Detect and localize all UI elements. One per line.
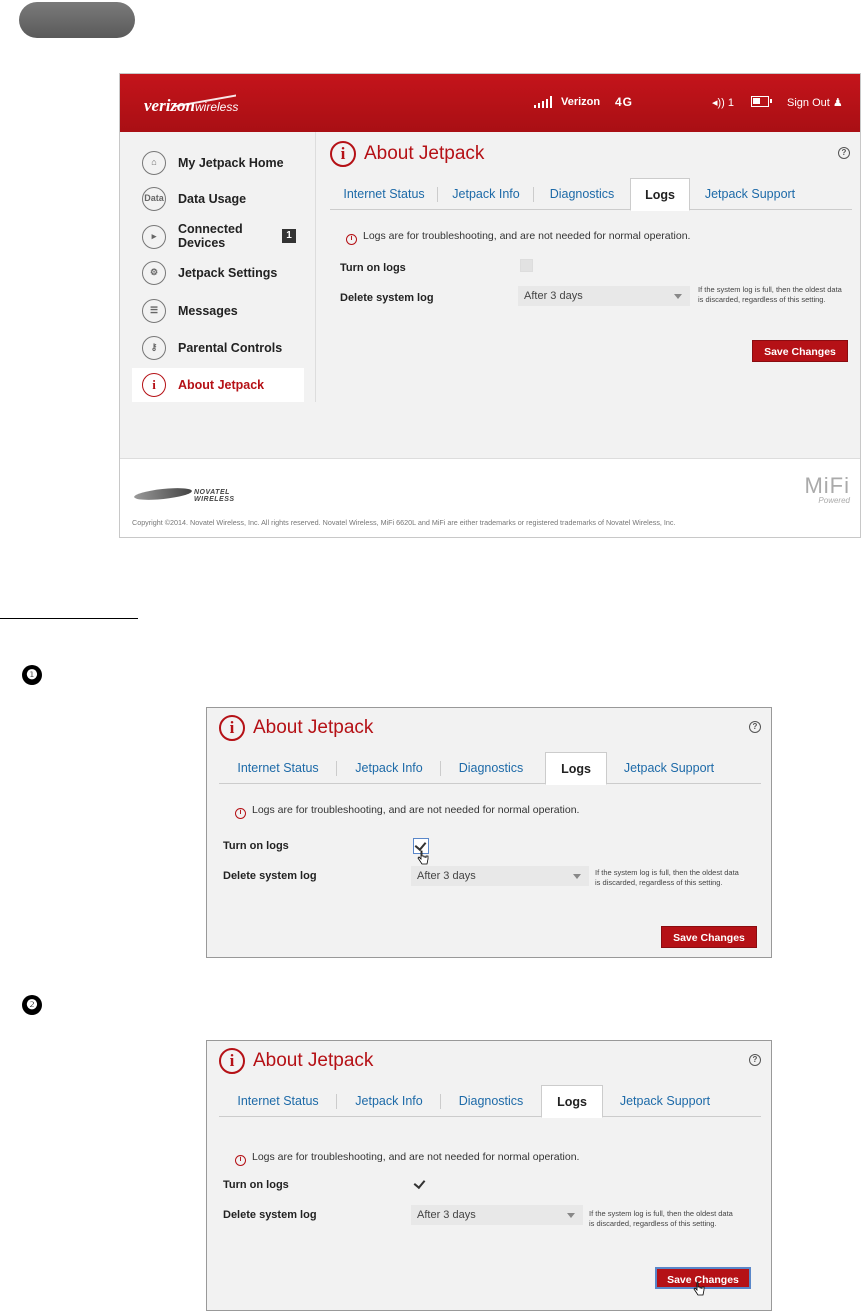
tab-internet-status[interactable]: Internet Status: [219, 1085, 337, 1117]
messages-icon: ☰: [142, 299, 166, 323]
tab-jetpack-info[interactable]: Jetpack Info: [438, 178, 534, 210]
save-changes-button[interactable]: Save Changes: [655, 1267, 751, 1289]
carrier-name: Verizon: [561, 96, 601, 108]
logs-note: i Logs are for troubleshooting, and are not needed for normal operation.: [346, 230, 690, 245]
logs-note: i Logs are for troubleshooting, and are not needed for normal operation.: [235, 1151, 579, 1166]
tab-bar: [330, 178, 852, 210]
help-icon[interactable]: ?: [838, 147, 850, 159]
info-icon: i: [142, 373, 166, 397]
step-2-panel: [206, 1040, 772, 1311]
section-pill: [19, 2, 135, 38]
battery-icon: [751, 96, 769, 107]
delete-log-label: Delete system log: [223, 1209, 317, 1221]
sidebar-item-settings[interactable]: ⚙ Jetpack Settings: [132, 256, 304, 290]
logs-note: i Logs are for troubleshooting, and are not needed for normal operation.: [235, 804, 579, 819]
tab-jetpack-support[interactable]: Jetpack Support: [623, 761, 715, 775]
tab-diagnostics[interactable]: Diagnostics: [458, 761, 524, 775]
sidebar: [120, 132, 316, 402]
info-icon: i: [235, 808, 246, 819]
info-icon: i: [330, 141, 356, 167]
verizon-logo: verizonwireless: [144, 96, 238, 116]
signal-icon: [534, 96, 556, 108]
sidebar-item-connected-devices[interactable]: ▸ Connected Devices 1: [132, 220, 304, 254]
network-type: 4G: [615, 95, 634, 109]
hand-cursor-icon: [693, 1281, 705, 1297]
tab-jetpack-support[interactable]: Jetpack Support: [704, 187, 796, 201]
turn-on-logs-checkbox[interactable]: [413, 1177, 426, 1190]
sidebar-item-parental-controls[interactable]: ⚷ Parental Controls: [132, 331, 304, 365]
info-icon: i: [219, 1048, 245, 1074]
jetpack-admin-screenshot: [119, 73, 861, 538]
turn-on-logs-checkbox[interactable]: [520, 259, 533, 272]
footer: [120, 458, 860, 538]
tab-diagnostics[interactable]: Diagnostics: [549, 187, 615, 201]
delete-log-help: If the system log is full, then the oldest data is discarded, regardless of this setting.: [698, 285, 842, 304]
tab-internet-status[interactable]: Internet Status: [330, 178, 438, 210]
delete-log-select[interactable]: After 3 days: [411, 866, 589, 886]
connected-devices-indicator[interactable]: ◂)) 1: [712, 97, 735, 109]
main-panel: [318, 134, 861, 454]
info-icon: i: [219, 715, 245, 741]
tab-diagnostics[interactable]: Diagnostics: [458, 1094, 524, 1108]
sidebar-item-messages[interactable]: ☰ Messages: [132, 294, 304, 328]
data-icon: Data: [142, 187, 166, 211]
delete-log-label: Delete system log: [340, 292, 434, 304]
sidebar-item-home[interactable]: ⌂ My Jetpack Home: [132, 146, 304, 180]
tab-jetpack-info[interactable]: Jetpack Info: [337, 752, 441, 784]
devices-count-badge: 1: [282, 229, 296, 243]
mifi-logo: MiFi Powered: [804, 473, 850, 505]
page-title: About Jetpack: [253, 717, 374, 738]
tab-logs[interactable]: Logs: [630, 178, 690, 211]
delete-log-select[interactable]: After 3 days: [518, 286, 690, 306]
help-icon[interactable]: ?: [749, 1054, 761, 1066]
novatel-logo: NOVATEL WIRELESS: [134, 486, 264, 502]
delete-log-help: If the system log is full, then the oldest data is discarded, regardless of this setting.: [595, 868, 739, 887]
header-bar: [120, 74, 860, 132]
delete-log-label: Delete system log: [223, 870, 317, 882]
section-rule: [0, 618, 138, 619]
sidebar-item-about[interactable]: i About Jetpack: [132, 368, 304, 402]
novatel-swoosh: [134, 486, 193, 502]
turn-on-logs-label: Turn on logs: [340, 262, 406, 274]
page-title: About Jetpack: [253, 1050, 374, 1071]
hand-cursor-icon: [417, 850, 429, 866]
user-icon: ♟: [832, 97, 843, 109]
tab-logs[interactable]: Logs: [545, 752, 607, 785]
sign-out-link[interactable]: Sign Out ♟: [787, 97, 843, 109]
info-icon: i: [235, 1155, 246, 1166]
step-1-marker: ❶: [22, 665, 42, 685]
tab-internet-status[interactable]: Internet Status: [219, 752, 337, 784]
copyright: Copyright ©2014. Novatel Wireless, Inc. All rights reserved. Novatel Wireless, MiFi 6620L and MiFi are either trademarks or registered trademarks of Novatel Wireless, Inc.: [132, 518, 676, 527]
page-title: About Jetpack: [364, 143, 485, 164]
help-icon[interactable]: ?: [749, 721, 761, 733]
parental-icon: ⚷: [142, 336, 166, 360]
info-icon: i: [346, 234, 357, 245]
tab-bar: [219, 1085, 761, 1117]
delete-log-help: If the system log is full, then the oldest data is discarded, regardless of this setting.: [589, 1209, 733, 1228]
tab-logs[interactable]: Logs: [541, 1085, 603, 1118]
turn-on-logs-label: Turn on logs: [223, 840, 289, 852]
gear-icon: ⚙: [142, 261, 166, 285]
sidebar-item-data-usage[interactable]: Data Data Usage: [132, 182, 304, 216]
step-1-panel: [206, 707, 772, 958]
step-2-marker: ❷: [22, 995, 42, 1015]
save-changes-button[interactable]: Save Changes: [752, 340, 848, 362]
tab-jetpack-support[interactable]: Jetpack Support: [619, 1094, 711, 1108]
devices-icon: ▸: [142, 225, 166, 249]
turn-on-logs-label: Turn on logs: [223, 1179, 289, 1191]
tab-bar: [219, 752, 761, 784]
home-icon: ⌂: [142, 151, 166, 175]
delete-log-select[interactable]: After 3 days: [411, 1205, 583, 1225]
save-changes-button[interactable]: Save Changes: [661, 926, 757, 948]
tab-jetpack-info[interactable]: Jetpack Info: [337, 1085, 441, 1117]
